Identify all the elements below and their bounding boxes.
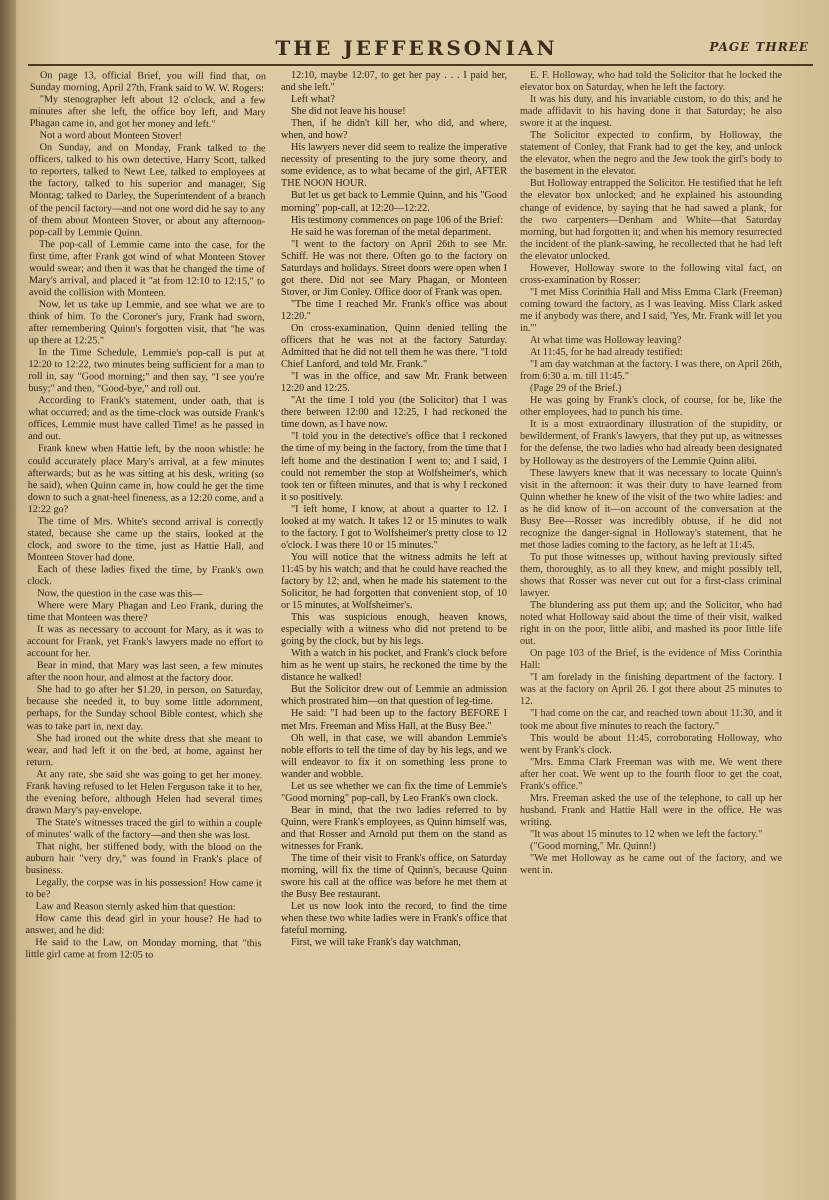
page-header [20,36,813,62]
paragraph: The time of Mrs. White's second arrival is correctly stated, because she came up the stairs, looked at the clock, and swore to the time, just as Hattie Hall, and Monteen Stover had done. [27,515,264,564]
paragraph: First, we will take Frank's day watchman, [291,937,461,949]
paragraph: This would be about 11:45, corroborating Holloway, who went by Frank's clock. [520,732,782,756]
masthead-title: THE JEFFERSONIAN [275,36,558,60]
paragraph: But the Solicitor drew out of Lemmie an admission which prostrated him—on that question of leg-time. [281,684,507,708]
paragraph: He said to the Law, on Monday morning, that "this little girl came at from 12:05 to [25,937,262,962]
paragraph: On page 103 of the Brief, is the evidence of Miss Corinthia Hall: [520,648,782,672]
paragraph: You will notice that the witness admits he left at 11:45 by his watch; and that he could have reached the factory by 12; and, when he made his statement to the Solicitor, he had forgotten that convenient stop, of 10 or 15 minutes, at Wolfsheimer's. [281,551,507,612]
paragraph: The pop-call of Lemmie came into the case, for the first time, after Frank got wind of what Monteen Stover would swear; and then it was that he changed the time of Mary's arrival, and placed it "at from 12:10 to 12:15," to avoid the collision with Monteen. [28,238,266,299]
paragraph: "I met Miss Corinthia Hall and Miss Emma Clark (Freeman) coming toward the factory, as I was leaving. Miss Clark asked me if anybody was there, and I said, 'Yes, Mr. Frank will let you in.'" [520,286,782,334]
paragraph: He said: "I had been up to the factory BEFORE I met Mrs. Freeman and Miss Hall, at the Busy Bee." [281,708,507,732]
paragraph: Let us see whether we can fix the time of Lemmie's "Good morning" pop-call, by Leo Frank's own clock. [281,780,507,804]
paragraph: However, Holloway swore to the following vital fact, on cross-examination by Rosser: [520,262,782,286]
paragraph: According to Frank's statement, under oath, that is what occurred; and as the time-clock was outside Frank's offices, Lemmie must have called Time! as he passed in and out. [28,395,265,443]
paragraph: The State's witnesses traced the girl to within a couple of minutes' walk of the factory—and then she was lost. [25,816,263,842]
paragraph: She did not leave his house! [291,106,406,118]
paragraph: Not a word about Monteen Stover! [39,130,182,143]
paragraph: His testimony commences on page 106 of the Brief: [291,214,504,226]
paragraph: "Mrs. Emma Clark Freeman was with me. We went there after her coat. We went up to the fourth floor to get the coat, Frank's office." [520,756,782,792]
header-rule [28,64,813,66]
paragraph: She had to go after her $1.20, in person, on Saturday, because she needed it, to buy some little adornment, perhaps, for the Sunday school Bible contest, which she was to take part in, next day. [26,684,263,733]
paragraph: Left what? [291,94,335,106]
paragraph: E. F. Holloway, who had told the Solicitor that he locked the elevator box on Saturday, when he left the factory. [520,70,782,94]
page-number-label: PAGE THREE [709,40,809,54]
paragraph: How came this dead girl in your house? He had to answer, and he did: [25,913,262,937]
paragraph: Let us now look into the record, to find the time when these two white ladies were in Frank's office that fateful morning. [281,901,507,937]
paragraph: "I left home, I know, at about a quarter to 12. I looked at my watch. It takes 12 or 15 minutes to walk to the factory. I got to Wolfsheimer's pretty close to 12 o'clock. I was there 10 or 15 minutes." [281,503,507,551]
paragraph: Now, the question in the case was this— [37,588,203,600]
paragraph: "We met Holloway as he came out of the factory, and we went in. [520,853,782,877]
paragraph: "I went to the factory on April 26th to see Mr. Schiff. He was not there. Often go to the factory on Saturdays and holidays. Street doors were open when I got there. Did not see Mary Phagan, or Monteen Stover, or Jim Conley. Office door of Frank was open. [281,238,507,298]
paragraph: Where were Mary Phagan and Leo Frank, during the time that Monteen was there? [27,600,264,624]
paragraph: Then, if he didn't kill her, who did, and where, when, and how? [281,118,507,142]
paragraph: His lawyers never did seem to realize the imperative necessity of presenting to the jury some theory, and some evidence, as to what became of the girl, AFTER THE NOON HOUR. [281,142,507,190]
paragraph: These lawyers knew that it was necessary to locate Quinn's visit in the afternoon: it was their duty to have learned from Quinn whether he knew of the visit of the two white ladies: and as he did know of it—on account of the conversation at the Busy Bee—Rosser was incredibly obtuse, if he did not recognize the danger-signal in Holloway's statement, that he met those ladies coming to the factory, as he left at 11:45. [520,467,782,551]
paragraph: It is a most extraordinary illustration of the stupidity, or bewilderment, of Frank's lawyers, that they put up, as witnesses for the defense, the two ladies who had already been designated by Holloway as the destroyers of the Lemmie Quinn alibi. [520,419,782,467]
paragraph: At 11:45, for he had already testified: [530,347,683,359]
paragraph: This was suspicious enough, heaven knows, especially with a witness who did not pretend to be going by the clock, but by his legs. [281,612,507,648]
paragraph: Law and Reason sternly asked him that question: [35,901,236,914]
paragraph: "I am day watchman at the factory. I was there, on April 26th, from 6:30 a. m. till 11:45." [520,359,782,383]
paragraph: Bear in mind, that Mary was last seen, a few minutes after the noon hour, and almost at the factory door. [26,660,263,685]
paragraph: "At the time I told you (the Solicitor) that I was there between 12:00 and 12:25, I had reckoned the time down, as I have now. [281,395,507,431]
paragraph: Bear in mind, that the two ladies referred to by Quinn, were Frank's employees, as Quinn himself was, and that Rosser and Arnold put them on the stand as witnesses for Frank. [281,804,507,852]
paragraph: "I had come on the car, and reached town about 11:30, and it took me about five minutes to reach the factory." [520,708,782,732]
paragraph: The Solicitor expected to confirm, by Holloway, the statement of Conley, that Frank had to get the key, and unlock the elevator, when the negro and the Jew took the girl's body to the basement in the elevator. [520,130,782,178]
binding-edge [0,0,16,1200]
paragraph: "It was about 15 minutes to 12 when we left the factory." [530,828,763,840]
paragraph: To put those witnesses up, without having previously sifted them, thoroughly, as to all they knew, and might possibly tell, shows that Rosser was never cut out for a first-class criminal lawyer. [520,551,782,600]
text-column-3 [520,70,782,1185]
paragraph: Oh well, in that case, we will abandon Lemmie's noble efforts to tell the time of day by his legs, and we will endeavor to fix it on something less prone to wander and wobble. [281,732,507,780]
paragraph: He was going by Frank's clock, of course, for he, like the other employees, had to punch his time. [520,395,782,419]
paragraph: It was as necessary to account for Mary, as it was to account for Frank, yet Frank's lawyers made no effort to account for her. [26,624,264,660]
paragraph: It was his duty, and his invariable custom, to do this; and he made affidavit to his having done it that Saturday; he also swore it at the inquest. [520,94,782,130]
paragraph: Legally, the corpse was in his possession! How came it to be? [25,877,262,901]
paragraph: She had ironed out the white dress that she meant to wear, and had left it on the bed, at home, against her return. [26,732,263,768]
paragraph: On cross-examination, Quinn denied telling the officers that he was not at the factory Saturday. Admitted that he did not tell them he was there. "I told Chief Lanford, and told Mr. Frank." [281,322,507,371]
paragraph: Mrs. Freeman asked the use of the telephone, to call up her husband. Frank and Hattie Hall were in the office. He was writing. [520,792,782,828]
paragraph: "My stenographer left about 12 o'clock, and a few minutes after she left, the office boy left, and Mary Phagan came in, and got her money and left." [29,94,266,131]
paragraph: "The time I reached Mr. Frank's office was about 12:20." [281,298,507,322]
paragraph: (Page 29 of the Brief.) [530,383,622,395]
paragraph: 12:10, maybe 12:07, to get her pay . . . I paid her, and she left." [281,70,507,94]
paragraph: ("Good morning," Mr. Quinn!) [530,841,656,852]
paragraph: Each of these ladies fixed the time, by Frank's own clock. [27,563,264,588]
paragraph: In the Time Schedule, Lemmie's pop-call is put at 12:20 to 12:22, two minutes being sufficient for a man to roll in, say "Good morning;" and then say, "I see you're busy;" and then, "Good-bye," and roll out. [28,347,265,396]
paragraph: "I told you in the detective's office that I reckoned the time of my being in the factory, from the time that I left home and the destination I went to; and I said, I could not remember the stop at Wolfsheimer's, which took ten or fifteen minutes, and that is why I reckoned it so positively. [281,431,507,503]
paragraph: The time of their visit to Frank's office, on Saturday morning, will fix the time of Quinn's, because Quinn swore his call at the office was before he met them at the Busy Bee restaurant. [281,853,507,901]
text-column-2 [281,70,507,1185]
paragraph: "I was in the office, and saw Mr. Frank between 12:20 and 12:25. [281,371,507,395]
paragraph: On page 13, official Brief, you will find that, on Sunday morning, April 27th, Frank said to W. W. Rogers: [29,70,266,95]
paragraph: The blundering ass put them up; and the Solicitor, who had noted what Holloway said about the time of their visit, walked right in on the poor, little alibi, and mashed its poor little life out. [520,600,782,648]
paragraph: He said he was foreman of the metal department. [291,226,491,238]
paragraph: Frank knew when Hattie left, by the noon whistle: he could accurately place Mary's arrival, at a few minutes afterwards; but as he was sitting at his desk, writing (so he said), when Quinn came in, how could he get the time down to such a gnat-heel fineness, as a 12:20 come, and a 12:22 go? [27,443,265,515]
paragraph: "I am forelady in the finishing department of the factory. I was at the factory on April 26. I got there about 25 minutes to 12. [520,672,782,708]
paragraph: With a watch in his pocket, and Frank's clock before him as he went up stairs, he reckoned the time by the distance he walked! [281,648,507,684]
paragraph: At what time was Holloway leaving? [530,335,682,347]
text-column-1 [24,70,266,1186]
paragraph: On Sunday, and on Monday, Frank talked to the officers, talked to his own detective, Harry Scott, talked to reporters, talked to Newt Lee, talked to employees at the factory, talked to his superior and manager, Sig Montag; talked to Darley, the Superintendent of a branch of the pencil factory—and not one word did he say to any of them about Monteen Stover, or about any afternoon-pop-call by Lemmie Quinn. [29,142,266,239]
paragraph: But Holloway entrapped the Solicitor. He testified that he left the elevator box unlocked; and he explained his astounding change of evidence, by saying that he had sawed a plank, for the two carpenters—Denham and White—that Saturday morning, but had forgotten it; and when his memory resurrected the incident of the plank-sawing, he recollected that he had left the elevator unlocked. [520,178,782,262]
paragraph: But let us get back to Lemmie Quinn, and his "Good morning" pop-call, at 12:20—12:22. [281,190,507,214]
paragraph: At any rate, she said she was going to get her money. Frank having refused to let Helen Ferguson take it to her, the evening before, although Helen had several times drawn Mary's pay-envelope. [26,768,263,817]
paragraph: Now, let us take up Lemmie, and see what we are to think of him. To the Coroner's jury, Frank had sworn, after remembering Quinn's forgotten visit, that "he was up there at 12:25." [28,298,265,347]
paragraph: That night, her stiffened body, with the blood on the auburn hair "very dry," was found in Frank's place of business. [25,841,262,877]
